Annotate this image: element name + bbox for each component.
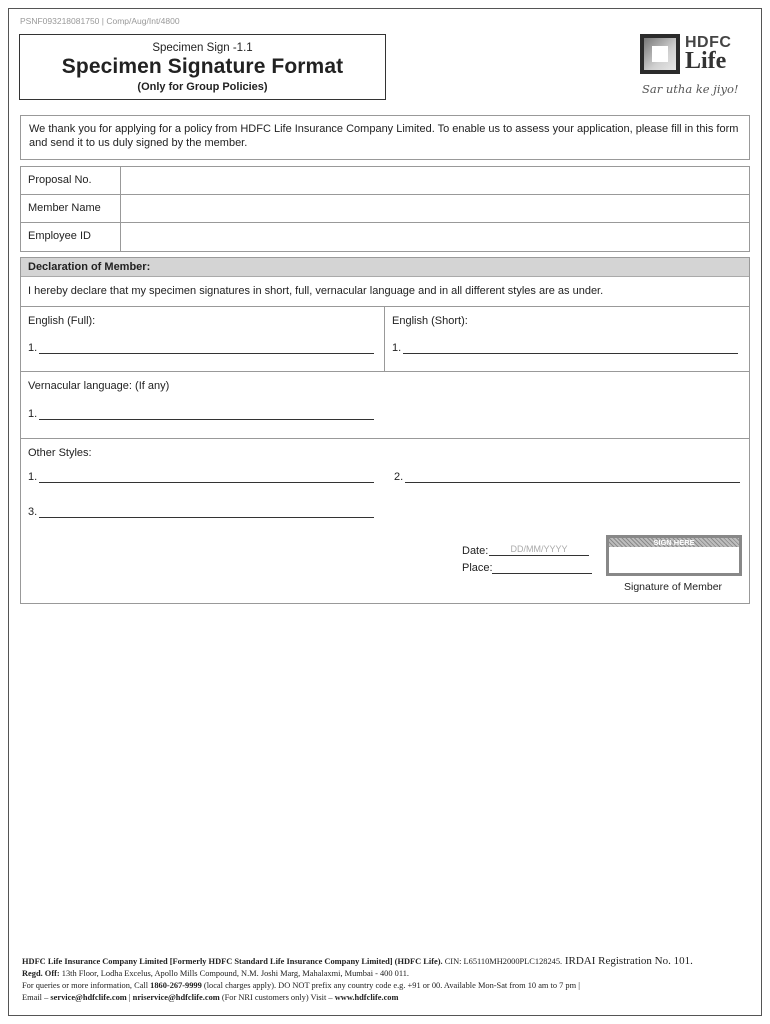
vernacular-block [21,372,749,439]
other-style-3 [28,506,374,518]
vernacular-signature-line[interactable] [39,408,374,420]
declaration-text: I hereby declare that my specimen signatures in short, full, vernacular language and in all different styles are as under. [21,277,749,307]
logo-tagline: Sar utha ke jiyo! [642,82,739,96]
footer-nri-note: (For NRI customers only) Visit – [219,993,335,1002]
other-style-1-number: 1. [28,471,38,483]
footer-cin: CIN: L65110MH2000PLC128245. [442,957,563,966]
place-label: Place: [462,562,493,574]
proposal-no-row [21,167,749,195]
reference-code: PSNF093218081750 | Comp/Aug/Int/4800 [20,16,180,26]
other-style-1-line[interactable] [39,471,374,483]
vernacular-number: 1. [28,408,38,420]
logo-brand-top: HDFC [685,34,732,51]
form-subtitle: (Only for Group Policies) [137,81,268,93]
footer-email-separator: | [126,993,133,1002]
proposal-no-field[interactable] [121,167,749,194]
english-full-cell [21,307,385,371]
other-style-2-line[interactable] [405,471,740,483]
english-short-label: English (Short): [392,315,468,327]
member-name-row [21,195,749,223]
employee-id-row [21,223,749,251]
intro-text: We thank you for applying for a policy from HDFC Life Insurance Company Limited. To enable us to assess your application, please fill in this form and send it to us duly signed by the member. [20,115,750,160]
title-box [19,34,386,100]
date-field[interactable]: DD/MM/YYYY [489,543,589,556]
footer-irdai: IRDAI Registration No. 101. [562,955,693,967]
other-style-3-number: 3. [28,506,38,518]
proposal-no-label: Proposal No. [21,167,121,194]
english-short-cell [385,307,749,371]
other-style-3-line[interactable] [39,506,374,518]
form-code: Specimen Sign -1.1 [152,42,253,54]
sign-here-label: SIGN HERE [609,538,739,547]
footer-line-3 [22,980,752,992]
place-field[interactable] [492,561,592,574]
english-full-label: English (Full): [28,315,96,327]
vernacular-label: Vernacular language: (If any) [28,380,170,392]
footer-email-nri[interactable]: nriservice@hdfclife.com [132,993,220,1002]
english-signature-row [21,307,749,372]
footer-email-label: Email – [22,993,51,1002]
other-style-1 [28,471,374,483]
logo-mark-icon [640,34,680,74]
footer-company: HDFC Life Insurance Company Limited [Formerly HDFC Standard Life Insurance Company Limited] (HDFC Life). [22,957,443,966]
english-short-number: 1. [392,342,402,354]
member-name-label: Member Name [21,195,121,222]
date-label: Date: [462,545,489,557]
footer-line-2 [22,968,752,980]
footer-line-1 [22,955,752,968]
signature-caption: Signature of Member [624,581,723,593]
hdfc-life-logo [640,34,750,102]
other-styles-block [21,439,749,603]
footer-call-text: For queries or more information, Call [22,981,151,990]
other-style-2-number: 2. [394,471,404,483]
english-short-signature [392,342,738,354]
english-short-signature-line[interactable] [403,342,738,354]
footer-address: 13th Floor, Lodha Excelus, Apollo Mills Compound, N.M. Joshi Marg, Mahalaxmi, Mumbai - 400 011. [59,969,409,978]
declaration-section [20,257,750,604]
logo-brand-bottom: Life [685,48,727,74]
footer-regd-label: Regd. Off: [22,969,60,978]
sign-here-box[interactable] [606,535,742,576]
english-full-number: 1. [28,342,38,354]
footer-call-note: (local charges apply). DO NOT prefix any country code e.g. +91 or 00. Available Mon-Sat from 10 am to 7 pm | [201,981,580,990]
employee-id-label: Employee ID [21,223,121,251]
footer-email-service[interactable]: service@hdfclife.com [50,993,127,1002]
footer-website[interactable]: www.hdfclife.com [334,993,399,1002]
footer [22,955,752,1004]
member-name-field[interactable] [121,195,749,222]
footer-phone: 1860-267-9999 [150,981,202,990]
declaration-heading: Declaration of Member: [21,258,749,277]
employee-id-field[interactable] [121,223,749,251]
other-style-2 [394,471,740,483]
footer-line-4 [22,992,752,1004]
english-full-signature-line[interactable] [39,342,374,354]
form-title: Specimen Signature Format [61,55,344,78]
vernacular-signature [28,408,374,420]
member-details-table [20,166,750,252]
other-styles-label: Other Styles: [28,447,92,459]
english-full-signature [28,342,374,354]
